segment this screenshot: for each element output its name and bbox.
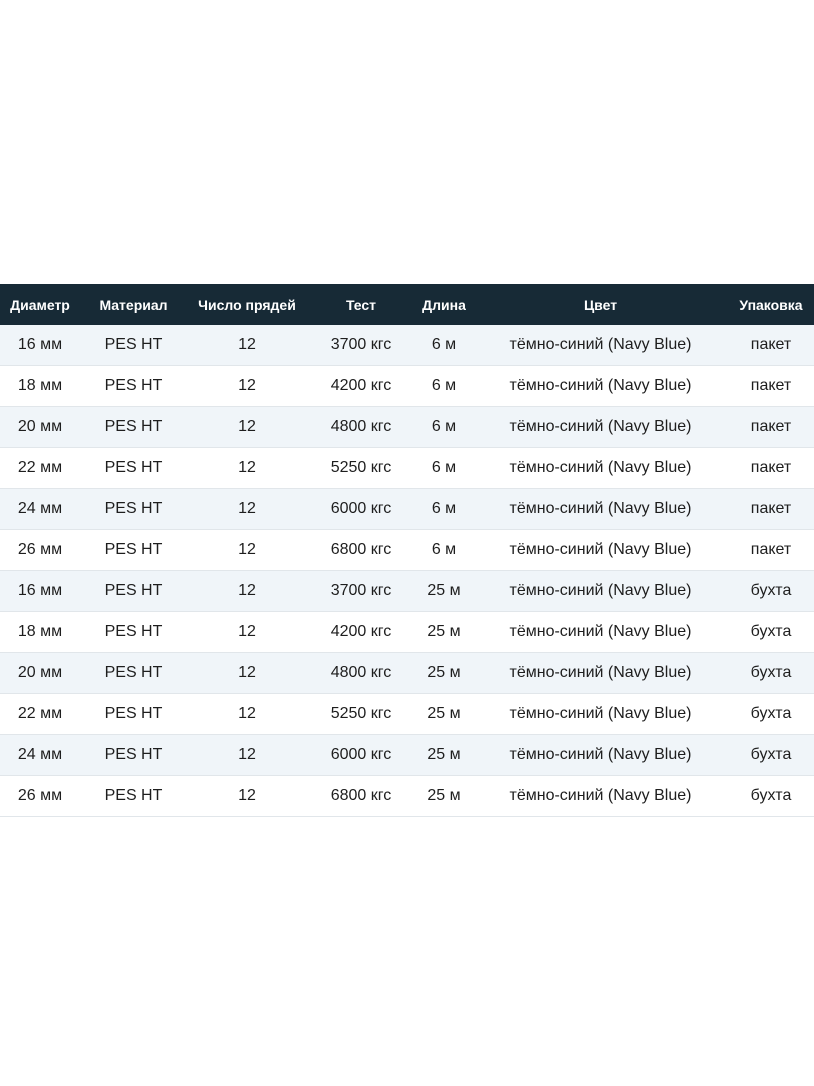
- cell-material: PES HT: [80, 325, 187, 366]
- cell-strands: 12: [187, 776, 307, 817]
- cell-color: тёмно-синий (Navy Blue): [473, 530, 728, 571]
- cell-test: 6800 кгс: [307, 530, 415, 571]
- cell-strands: 12: [187, 448, 307, 489]
- cell-test: 5250 кгс: [307, 448, 415, 489]
- cell-diameter: 26 мм: [0, 776, 80, 817]
- cell-length: 25 м: [415, 694, 473, 735]
- header-strands: Число прядей: [187, 284, 307, 325]
- table-row: [0, 653, 814, 694]
- cell-length: 6 м: [415, 325, 473, 366]
- cell-packaging: пакет: [728, 448, 814, 489]
- cell-packaging: бухта: [728, 694, 814, 735]
- cell-test: 6000 кгс: [307, 489, 415, 530]
- cell-material: PES HT: [80, 366, 187, 407]
- table-row: [0, 571, 814, 612]
- cell-material: PES HT: [80, 448, 187, 489]
- cell-length: 6 м: [415, 530, 473, 571]
- cell-color: тёмно-синий (Navy Blue): [473, 694, 728, 735]
- cell-length: 25 м: [415, 653, 473, 694]
- header-length: Длина: [415, 284, 473, 325]
- cell-packaging: пакет: [728, 407, 814, 448]
- cell-diameter: 20 мм: [0, 653, 80, 694]
- cell-color: тёмно-синий (Navy Blue): [473, 448, 728, 489]
- header-packaging: Упаковка: [728, 284, 814, 325]
- cell-diameter: 16 мм: [0, 325, 80, 366]
- cell-diameter: 18 мм: [0, 366, 80, 407]
- cell-material: PES HT: [80, 735, 187, 776]
- cell-test: 4800 кгс: [307, 407, 415, 448]
- cell-color: тёмно-синий (Navy Blue): [473, 407, 728, 448]
- cell-packaging: пакет: [728, 489, 814, 530]
- cell-test: 3700 кгс: [307, 571, 415, 612]
- cell-length: 6 м: [415, 489, 473, 530]
- cell-test: 4200 кгс: [307, 366, 415, 407]
- cell-material: PES HT: [80, 530, 187, 571]
- cell-packaging: бухта: [728, 653, 814, 694]
- cell-test: 4200 кгс: [307, 612, 415, 653]
- table-row: [0, 489, 814, 530]
- cell-strands: 12: [187, 407, 307, 448]
- cell-material: PES HT: [80, 407, 187, 448]
- cell-diameter: 22 мм: [0, 694, 80, 735]
- header-diameter: Диаметр: [0, 284, 80, 325]
- spec-table: [0, 284, 814, 817]
- cell-material: PES HT: [80, 489, 187, 530]
- table-row: [0, 694, 814, 735]
- cell-strands: 12: [187, 571, 307, 612]
- cell-material: PES HT: [80, 694, 187, 735]
- cell-color: тёмно-синий (Navy Blue): [473, 776, 728, 817]
- cell-strands: 12: [187, 366, 307, 407]
- cell-test: 4800 кгс: [307, 653, 415, 694]
- cell-strands: 12: [187, 530, 307, 571]
- cell-strands: 12: [187, 612, 307, 653]
- cell-length: 25 м: [415, 776, 473, 817]
- cell-diameter: 20 мм: [0, 407, 80, 448]
- header-color: Цвет: [473, 284, 728, 325]
- cell-test: 3700 кгс: [307, 325, 415, 366]
- table-row: [0, 407, 814, 448]
- table-row: [0, 530, 814, 571]
- cell-packaging: пакет: [728, 325, 814, 366]
- cell-test: 6800 кгс: [307, 776, 415, 817]
- cell-color: тёмно-синий (Navy Blue): [473, 571, 728, 612]
- cell-material: PES HT: [80, 653, 187, 694]
- cell-length: 6 м: [415, 448, 473, 489]
- cell-diameter: 16 мм: [0, 571, 80, 612]
- cell-packaging: пакет: [728, 530, 814, 571]
- cell-length: 25 м: [415, 735, 473, 776]
- cell-packaging: бухта: [728, 735, 814, 776]
- cell-material: PES HT: [80, 571, 187, 612]
- cell-packaging: бухта: [728, 571, 814, 612]
- cell-strands: 12: [187, 694, 307, 735]
- header-row: [0, 284, 814, 325]
- table-header: [0, 284, 814, 325]
- cell-length: 25 м: [415, 612, 473, 653]
- cell-packaging: бухта: [728, 776, 814, 817]
- cell-strands: 12: [187, 735, 307, 776]
- header-test: Тест: [307, 284, 415, 325]
- cell-diameter: 24 мм: [0, 735, 80, 776]
- cell-length: 6 м: [415, 407, 473, 448]
- cell-diameter: 26 мм: [0, 530, 80, 571]
- table-row: [0, 776, 814, 817]
- cell-color: тёмно-синий (Navy Blue): [473, 735, 728, 776]
- cell-material: PES HT: [80, 612, 187, 653]
- cell-diameter: 24 мм: [0, 489, 80, 530]
- header-material: Материал: [80, 284, 187, 325]
- cell-length: 25 м: [415, 571, 473, 612]
- cell-color: тёмно-синий (Navy Blue): [473, 653, 728, 694]
- cell-diameter: 18 мм: [0, 612, 80, 653]
- cell-packaging: пакет: [728, 366, 814, 407]
- table-row: [0, 448, 814, 489]
- cell-color: тёмно-синий (Navy Blue): [473, 366, 728, 407]
- cell-test: 5250 кгс: [307, 694, 415, 735]
- cell-strands: 12: [187, 653, 307, 694]
- cell-color: тёмно-синий (Navy Blue): [473, 489, 728, 530]
- cell-length: 6 м: [415, 366, 473, 407]
- cell-diameter: 22 мм: [0, 448, 80, 489]
- cell-color: тёмно-синий (Navy Blue): [473, 325, 728, 366]
- cell-material: PES HT: [80, 776, 187, 817]
- table-row: [0, 612, 814, 653]
- table-row: [0, 325, 814, 366]
- table-row: [0, 735, 814, 776]
- cell-strands: 12: [187, 325, 307, 366]
- table-body: [0, 325, 814, 817]
- table-row: [0, 366, 814, 407]
- cell-color: тёмно-синий (Navy Blue): [473, 612, 728, 653]
- cell-packaging: бухта: [728, 612, 814, 653]
- cell-test: 6000 кгс: [307, 735, 415, 776]
- cell-strands: 12: [187, 489, 307, 530]
